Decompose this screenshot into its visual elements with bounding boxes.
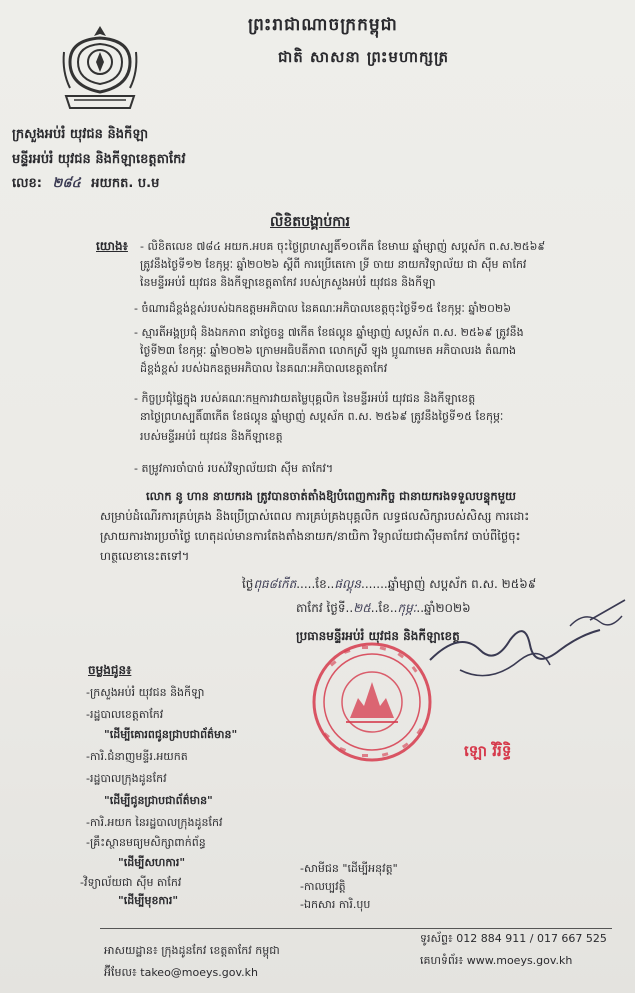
- footer-address: [104, 944, 280, 960]
- reference-line: នាថ្ងៃព្រហស្បតិ៍៣កើត ខែផល្គុន ឆ្នាំម្សាញ់ សប្តស័ក ព.ស. ២៥៦៩ ត្រូវនឹងថ្ងៃទី១៥ ខែកុម្ភៈ: [140, 410, 504, 423]
- address-label: អាសយដ្ឋាន៖: [104, 944, 158, 957]
- body-paragraph-line: ស្រាយការងារប្រចាំថ្ងៃ ហេតុដល់មានការតែងតាំងនាយក/នាយិកា វិទ្យាល័យជាស៊ីមតាកែវ ចាប់ពីថ្ងៃចុះ: [100, 529, 521, 543]
- date-prefix: ថ្ងៃ: [242, 577, 254, 591]
- recipient-item: -គ្រឹះស្ថានមធ្យមសិក្សាពាក់ព័ន្ធ: [86, 836, 206, 849]
- body-paragraph-line: លោក នូ ហាន នាយករង ត្រូវបានចាត់តាំងឱ្យបំពេញការកិច្ច ជានាយករងទទួលបន្ទុកមួយ: [146, 489, 516, 503]
- recipient-item: -ការិ.ជំនាញមន្ទីរ.អយកត: [86, 750, 188, 763]
- reference-line: - តម្រូវការចាំបាច់ របស់វិទ្យាល័យជា ស៊ីម តាកែវ។: [134, 462, 334, 475]
- number-suffix: អយកត. ប.ម: [91, 176, 160, 191]
- royal-emblem-icon: [60, 22, 140, 118]
- year-text: ឆ្នាំម្សាញ់ សប្តស័ក ព.ស. ២៥៦៩: [387, 577, 537, 591]
- reference-line: ថ្ងៃទី២៣ ខែកុម្ភៈ ឆ្នាំ២០២៦ ក្រោមអធិបតីភាព លោកស្រី ឡុង ប្អូណាមេត អភិបាលរង តំណាង: [140, 344, 516, 357]
- email-label: អ៊ីមែល៖: [104, 966, 137, 979]
- footer-divider: [100, 928, 612, 929]
- signer-name: ឡោ វិរិទ្ធិ: [464, 742, 512, 760]
- ministry-name: ក្រសួងអប់រំ យុវជន និងកីឡា: [12, 127, 149, 142]
- recipient-item: -កាលប្បវត្តិ: [300, 880, 346, 893]
- handwritten-day: ២៥: [353, 601, 371, 615]
- reference-line: ត្រូវនឹងថ្ងៃទី១២ ខែកុម្ភៈ ឆ្នាំ២០២៦ ស្តីពី ការប្រើតេកោ ទ្រី ចាយ នាយកវិទ្យាល័យ ជា ស៊ីម តាកែវ: [140, 258, 527, 271]
- document-number: [12, 175, 159, 194]
- recipient-item: -ក្រសួងអប់រំ យុវជន និងកីឡា: [86, 686, 205, 699]
- website-value: www.moeys.gov.kh: [466, 954, 573, 967]
- recipient-purpose: "ដើម្បីជូនជ្រាបជាព័ត៌មាន": [104, 794, 213, 807]
- signatory-title: ប្រធានមន្ទីរអប់រំ យុវជន និងកីឡាខេត្ត: [296, 629, 460, 643]
- document-title: លិខិតបង្គាប់ការ: [270, 214, 350, 230]
- national-motto: ជាតិ សាសនា ព្រះមហាក្សត្រ: [278, 48, 449, 66]
- recipient-item: -សាមីជន "ដើម្បីអនុវត្ត": [300, 862, 398, 875]
- address-value: ក្រុងដូនកែវ ខេត្តតាកែវ កម្ពុជា: [161, 944, 280, 957]
- recipient-purpose: "ដើម្បីសហការ": [118, 856, 186, 869]
- recipient-purpose: "ដើម្បីមុខការ": [118, 894, 179, 907]
- reference-line: - លិខិតលេខ ៧៨៤ អយក.អបគ ចុះថ្ងៃព្រហស្បតិ៍១០កើត ខែមាឃ ឆ្នាំម្សាញ់ សប្តស័ក ព.ស.២៥៦៩: [140, 240, 546, 253]
- reference-line: នៃមន្ទីរអប់រំ យុវជន និងកីឡាខេត្តតាកែវ របស់ក្រសួងអប់រំ យុវជន និងកីឡា: [140, 276, 436, 289]
- year-text: ឆ្នាំ២០២៦: [424, 601, 471, 615]
- footer-phone: [420, 932, 607, 948]
- handwritten-month: កុម្ភៈ: [397, 601, 417, 615]
- copy-to-title: ចម្លងជូន៖: [88, 663, 132, 677]
- reference-line: - ស្មារតីអង្គប្រជុំ និងឯកភាព នាថ្ងៃចន្ទ ៧កើត ខែផល្គុន ឆ្នាំម្សាញ់ សប្តស័ក ព.ស. ២៥៦៩ ត្រូវនឹង: [134, 326, 524, 339]
- number-label: លេខ:: [12, 176, 42, 191]
- reference-line: - ចំណារដ៏ខ្ពង់ខ្ពស់របស់ឯកឧត្តមអភិបាល នៃគណៈអភិបាលខេត្តចុះថ្ងៃទី១៥ ខែកុម្ភៈ ឆ្នាំ២០២៦: [134, 302, 512, 315]
- handwritten-day: ពុធ៨កើត: [253, 577, 297, 591]
- handwritten-month: ផល្គុន: [334, 577, 362, 591]
- recipient-purpose: "ដើម្បីគោរពជូនជ្រាបជាព័ត៌មាន": [104, 728, 238, 741]
- department-name: មន្ទីរអប់រំ យុវជន និងកីឡាខេត្តតាកែវ: [12, 152, 186, 167]
- recipient-item: -ឯកសារ ការិ.បុប: [300, 898, 371, 911]
- body-paragraph-line: ហត្ថលេខានេះតទៅ។: [100, 549, 190, 563]
- month-label: ខែ: [378, 601, 390, 615]
- footer-website: [420, 954, 572, 970]
- recipient-item: -វិទ្យាល័យជា ស៊ីម តាកែវ: [80, 876, 182, 889]
- reference-line: - កិច្ចប្រជុំផ្ទៃក្នុង របស់គណៈកម្មការវាយតម្លៃបុគ្គលិក នៃមន្ទីរអប់រំ យុវជន និងកីឡាខេត្ត: [134, 392, 476, 405]
- solar-date-line: តាកែវ ថ្ងៃទី..២៥..ខែ..កុម្ភៈ..ឆ្នាំ២០២៦: [296, 601, 471, 615]
- lunar-date-line: ថ្ងៃពុធ៨កើត.....ខែ..ផល្គុន.......ឆ្នាំម្សាញ់ សប្តស័ក ព.ស. ២៥៦៩: [242, 577, 537, 591]
- month-label: ខែ: [315, 577, 327, 591]
- footer-email: [104, 966, 258, 982]
- reference-line: ដ៏ខ្ពង់ខ្ពស់ របស់ឯកឧត្តមអភិបាល នៃគណៈអភិបាលខេត្តតាកែវ: [140, 362, 388, 375]
- number-value: ២៨៤: [52, 176, 81, 191]
- body-paragraph-line: សម្រាប់ដំណើរការគ្រប់គ្រង និងប្រើប្រាស់ពេល ការគ្រប់គ្រងបុគ្គលិក លទ្ធផលសិក្សារបស់សិស្ស ការដោះ: [100, 509, 530, 523]
- date-prefix: តាកែវ ថ្ងៃទី: [296, 601, 346, 615]
- references-label: យោង៖: [96, 239, 128, 253]
- recipient-item: -ការិ.អយក នៃរដ្ឋបាលក្រុងដូនកែវ: [86, 816, 223, 829]
- email-value: takeo@moeys.gov.kh: [140, 966, 258, 979]
- reference-line: របស់មន្ទីរអប់រំ យុវជន និងកីឡាខេត្ត: [140, 430, 283, 443]
- recipient-item: -រដ្ឋបាលខេត្តតាកែវ: [86, 708, 164, 721]
- website-label: គេហទំព័រ៖: [420, 954, 464, 967]
- recipient-item: -រដ្ឋបាលក្រុងដូនកែវ: [86, 772, 167, 785]
- phone-label: ទូរស័ព្ទ៖: [420, 932, 453, 945]
- handwritten-signature-icon: [400, 590, 630, 700]
- kingdom-title: ព្រះរាជាណាចក្រកម្ពុជា: [248, 15, 398, 35]
- phone-value: 012 884 911 / 017 667 525: [456, 932, 607, 945]
